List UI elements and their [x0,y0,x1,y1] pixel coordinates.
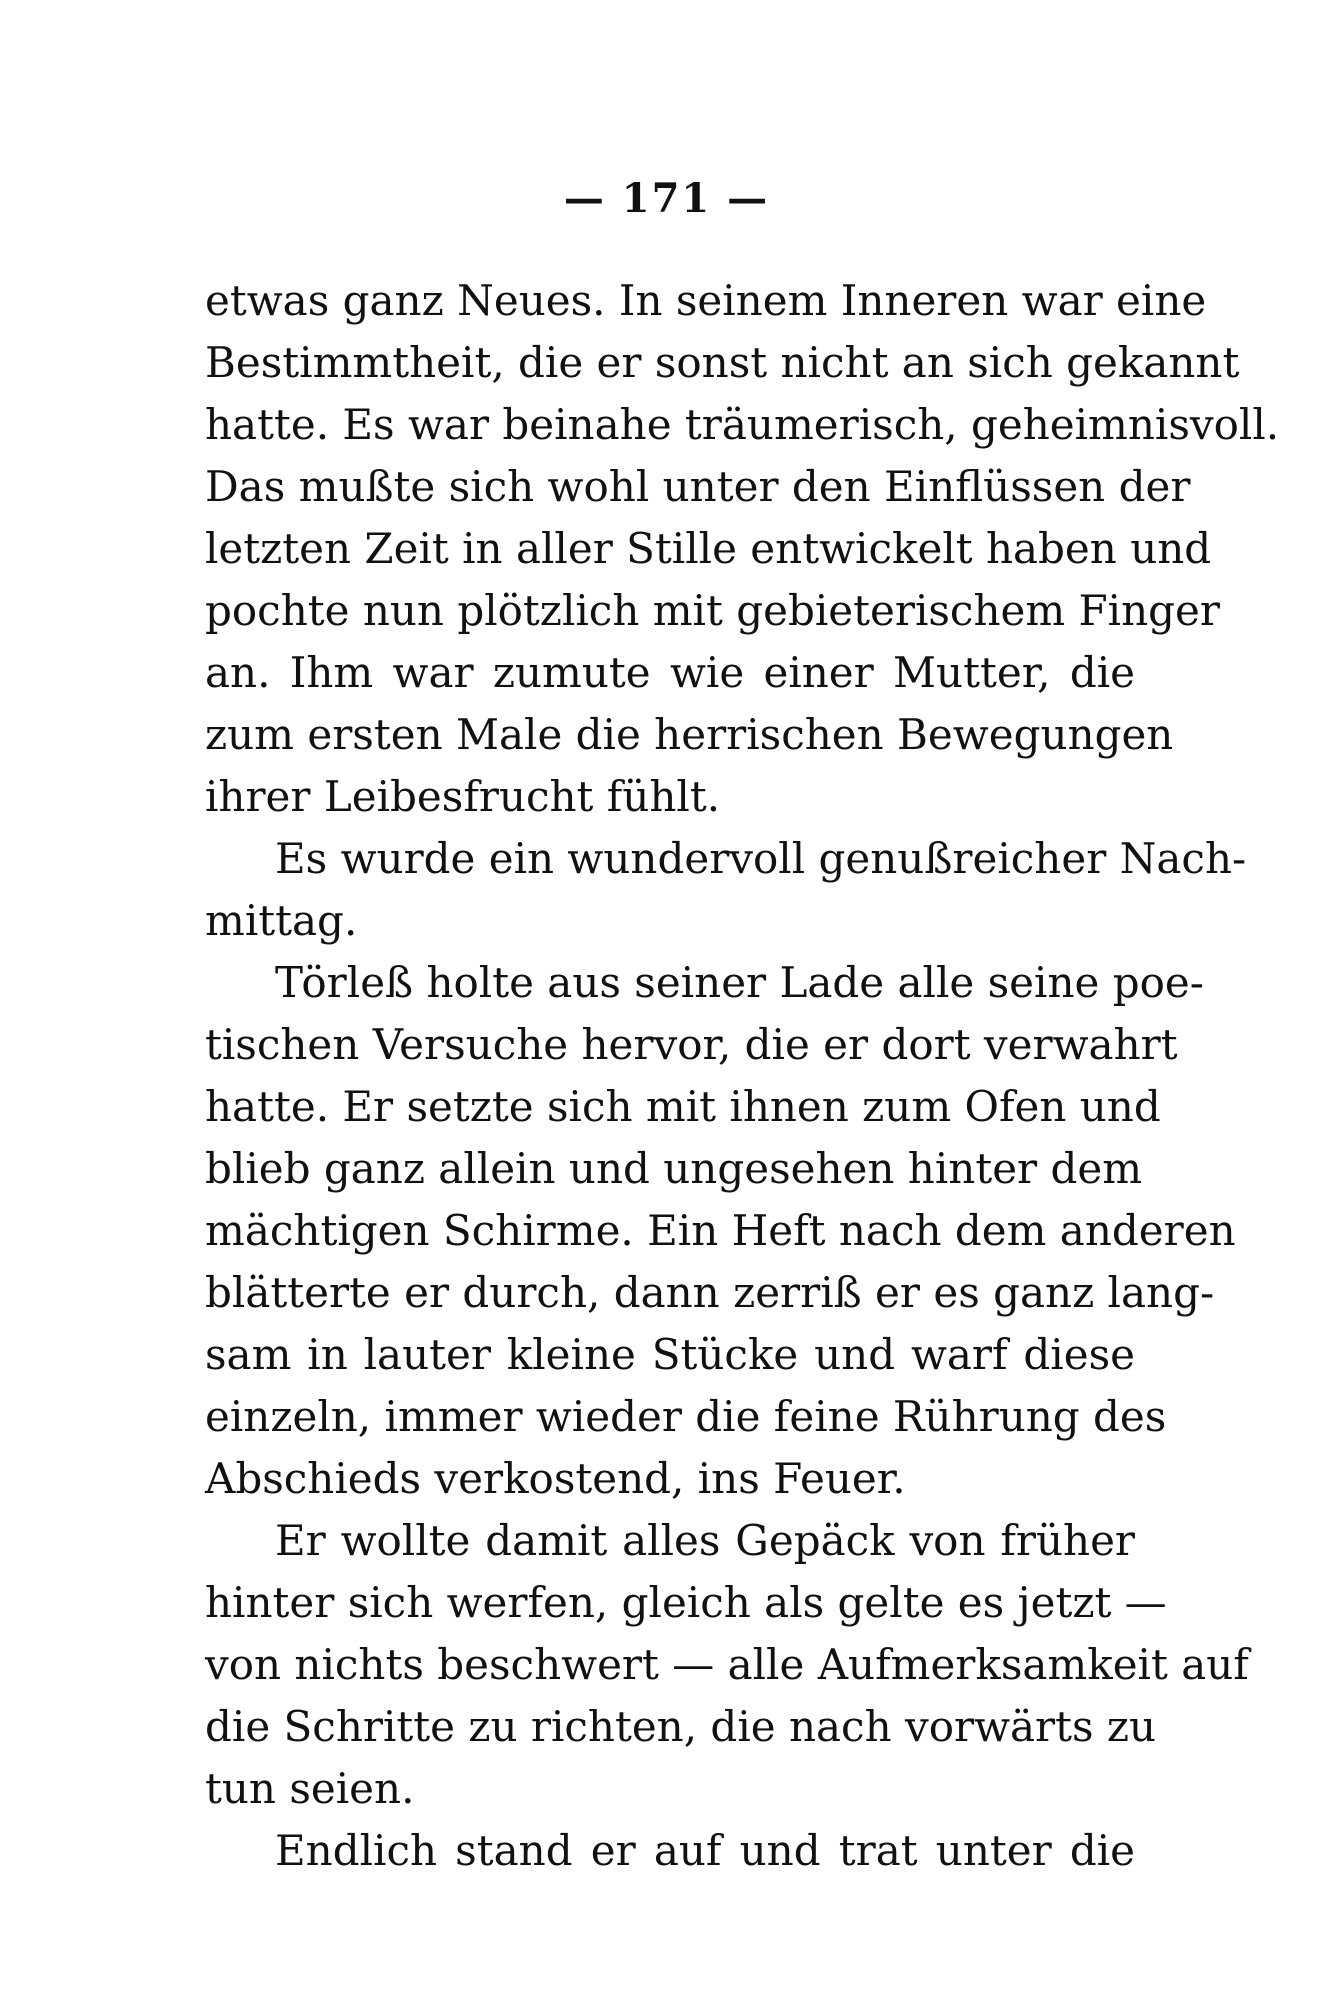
text-line: von nichts beschwert — alle Aufmerksamkeit auf [205,1640,1249,1689]
text-line: blieb ganz allein und ungesehen hinter dem [205,1144,1143,1193]
text-line: ihrer Leibesfrucht fühlt. [205,772,721,821]
text-line: die Schritte zu richten, die nach vorwärts zu [205,1702,1157,1751]
text-line: letzten Zeit in aller Stille entwickelt haben und [205,524,1212,573]
text-line: Endlich stand er auf und trat unter die [275,1826,1135,1875]
text-line: blätterte er durch, dann zerriß er es ganz lang- [205,1268,1215,1317]
text-line: an. Ihm war zumute wie einer Mutter, die [205,648,1135,697]
text-line: mittag. [205,896,358,945]
text-line: tischen Versuche hervor, die er dort verwahrt [205,1020,1178,1069]
text-line: Das mußte sich wohl unter den Einflüssen der [205,462,1191,511]
text-line: etwas ganz Neues. In seinem Inneren war eine [205,276,1207,325]
text-line: mächtigen Schirme. Ein Heft nach dem anderen [205,1206,1236,1255]
body-text [205,270,1280,1882]
text-line: tun seien. [205,1764,415,1813]
text-line: hinter sich werfen, gleich als gelte es jetzt — [205,1578,1167,1627]
text-line: pochte nun plötzlich mit gebieterischem Finger [205,586,1220,635]
text-line: Es wurde ein wundervoll genußreicher Nach- [275,834,1247,883]
text-line: Bestimmtheit, die er sonst nicht an sich gekannt [205,338,1240,387]
text-line: hatte. Es war beinahe träumerisch, geheimnisvoll. [205,400,1280,449]
text-line: hatte. Er setzte sich mit ihnen zum Ofen und [205,1082,1161,1131]
text-line: zum ersten Male die herrischen Bewegungen [205,710,1174,759]
text-line: Er wollte damit alles Gepäck von früher [275,1516,1135,1565]
text-line: Törleß holte aus seiner Lade alle seine poe- [275,958,1204,1007]
page-number: — 171 — [563,175,770,222]
text-line: sam in lauter kleine Stücke und warf diese [205,1330,1135,1379]
text-line: einzeln, immer wieder die feine Rührung des [205,1392,1167,1441]
text-line: Abschieds verkostend, ins Feuer. [205,1454,906,1503]
